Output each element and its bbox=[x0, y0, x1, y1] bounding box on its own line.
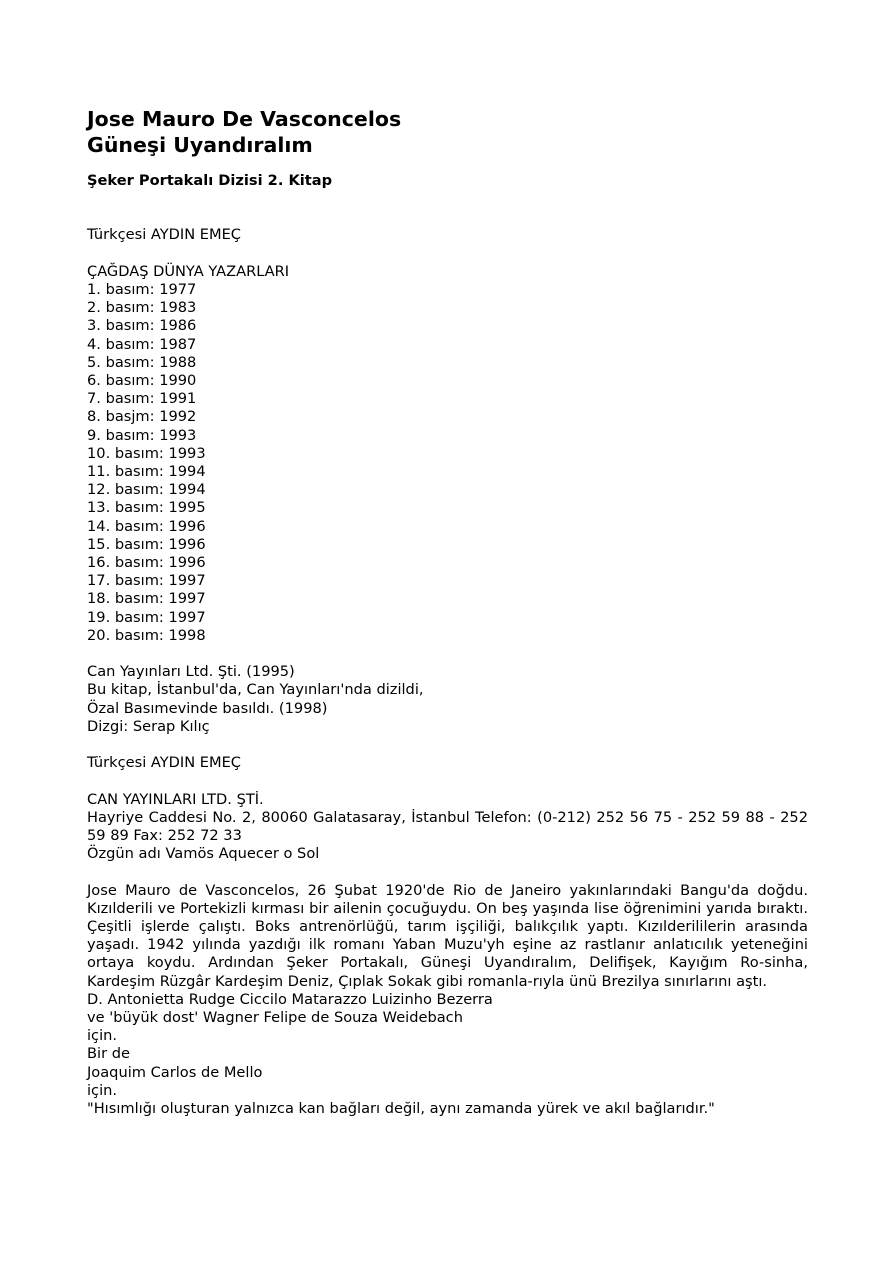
edition-item: 14. basım: 1996 bbox=[87, 517, 206, 535]
edition-item: 12. basım: 1994 bbox=[87, 481, 206, 499]
dedication-line: Bir de bbox=[87, 1045, 130, 1063]
edition-item: 17. basım: 1997 bbox=[87, 572, 206, 590]
translator-line-2: Türkçesi AYDIN EMEÇ bbox=[87, 754, 241, 772]
edition-item: 16. basım: 1996 bbox=[87, 554, 206, 572]
dedication-line: için. bbox=[87, 1027, 118, 1045]
edition-item: 18. basım: 1997 bbox=[87, 590, 206, 608]
edition-item: 6. basım: 1990 bbox=[87, 372, 197, 389]
edition-item: 5. basım: 1988 bbox=[87, 353, 197, 371]
dedication-line: ve 'büyük dost' Wagner Felipe de Souza Weidebach bbox=[87, 1009, 463, 1027]
imprint-block bbox=[87, 663, 808, 736]
original-title: Özgün adı Vamös Aquecer o Sol bbox=[87, 845, 320, 863]
edition-item: 8. basjm: 1992 bbox=[87, 408, 197, 426]
publisher-name: CAN YAYINLARI LTD. ŞTİ. bbox=[87, 790, 264, 808]
edition-item: 7. basım: 1991 bbox=[87, 390, 197, 408]
dedication-block bbox=[87, 991, 808, 1100]
dedication-line: D. Antonietta Rudge Ciccilo Matarazzo Luizinho Bezerra bbox=[87, 990, 493, 1008]
edition-item: 2. basım: 1983 bbox=[87, 299, 197, 317]
book-title: Güneşi Uyandıralım bbox=[87, 133, 313, 157]
publisher-address: Hayriye Caddesi No. 2, 80060 Galatasaray, İstanbul Telefon: (0-212) 252 56 75 - 252 59 88 - 252 59 89 Fax: 252 72 33 bbox=[87, 808, 808, 845]
edition-item: 19. basım: 1997 bbox=[87, 608, 206, 626]
edition-item: 11. basım: 1994 bbox=[87, 463, 206, 481]
imprint-line: Özal Basımevinde basıldı. (1998) bbox=[87, 699, 328, 717]
edition-item: 9. basım: 1993 bbox=[87, 426, 197, 444]
edition-item: 20. basım: 1998 bbox=[87, 626, 206, 644]
imprint-line: Bu kitap, İstanbul'da, Can Yayınları'nda dizildi, bbox=[87, 681, 424, 699]
edition-item: 3. basım: 1986 bbox=[87, 317, 197, 335]
edition-item: 15. basım: 1996 bbox=[87, 535, 206, 553]
epigraph-quote: "Hısımlığı oluşturan yalnızca kan bağları değil, aynı zamanda yürek ve akıl bağlarıdır." bbox=[87, 1100, 715, 1118]
dedication-line: Joaquim Carlos de Mello bbox=[87, 1063, 263, 1081]
series-label: Şeker Portakalı Dizisi 2. Kitap bbox=[87, 172, 333, 189]
author-name: Jose Mauro De Vasconcelos bbox=[87, 107, 402, 131]
editions-list bbox=[87, 281, 808, 645]
edition-item: 13. basım: 1995 bbox=[87, 499, 206, 517]
collection-name: ÇAĞDAŞ DÜNYA YAZARLARI bbox=[87, 262, 290, 280]
document-page bbox=[87, 106, 808, 1118]
edition-item: 1. basım: 1977 bbox=[87, 280, 197, 298]
imprint-line: Dizgi: Serap Kılıç bbox=[87, 717, 210, 735]
edition-item: 10. basım: 1993 bbox=[87, 444, 206, 462]
imprint-line: Can Yayınları Ltd. Şti. (1995) bbox=[87, 663, 295, 681]
translator-line: Türkçesi AYDIN EMEÇ bbox=[87, 226, 241, 244]
author-bio: Jose Mauro de Vasconcelos, 26 Şubat 1920'de Rio de Janeiro yakınlarındaki Bangu'da doğdu. Kızılderili ve Portekizli kırması bir ailenin çocuğuydu. On beş yaşında lise öğrenimini yarıda bıraktı. Çeşitli işlerde çalıştı. Boks antrenörlüğü, tarım işçiliği, balıkçılık yaptı. Kızılderililerin arasında yaşadı. 1942 yılında yazdığı ilk romanı Yaban Muzu'yh eşine az rastlanır anlatıcılık yeteneğini ortaya koydu. Ardından Şeker Portakalı, Güneşi Uyandıralım, Delifişek, Kayığım Ro-sinha, Kardeşim Rüzgâr Kardeşim Deniz, Çıplak Sokak gibi romanla-rıyla ünü Brezilya sınırlarını aştı. bbox=[87, 881, 808, 990]
edition-item: 4. basım: 1987 bbox=[87, 335, 197, 353]
dedication-line: için. bbox=[87, 1081, 118, 1099]
